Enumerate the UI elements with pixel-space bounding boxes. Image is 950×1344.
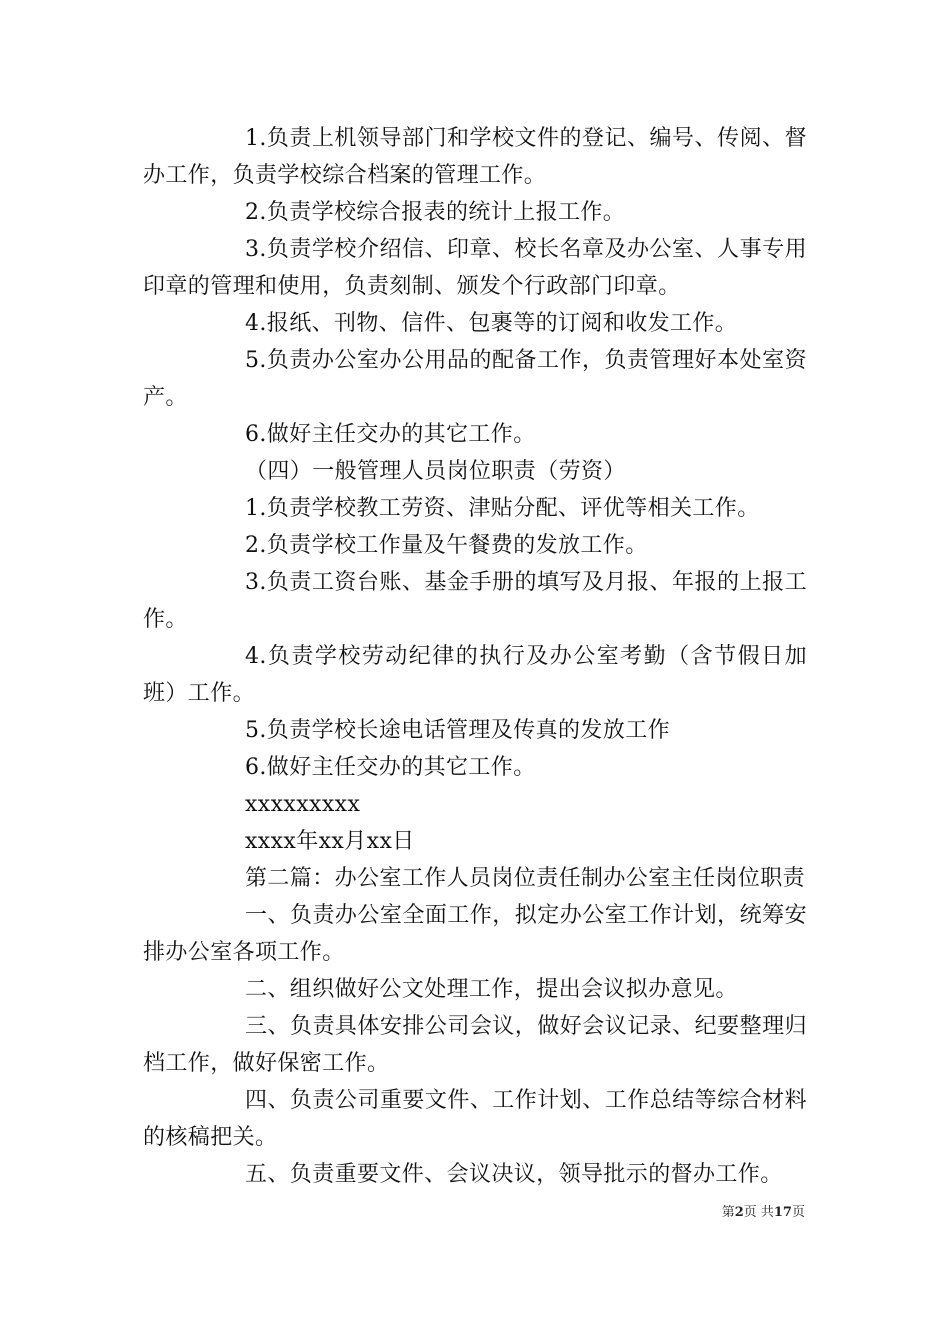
paragraph-5: 5.负责办公室办公用品的配备工作，负责管理好本处室资产。 — [143, 348, 807, 410]
footer-page-number: 2 — [734, 1205, 744, 1220]
footer-prefix: 第 — [721, 1205, 735, 1220]
paragraph-12: 6.做好主任交办的其它工作。 — [245, 755, 536, 780]
footer-middle: 页 共 — [743, 1205, 774, 1220]
duty-item-4: 四、负责公司重要文件、工作计划、工作总结等综合材料的核稿把关。 — [143, 1088, 807, 1150]
duty-item-2: 二、组织做好公文处理工作，提出会议拟办意见。 — [245, 977, 738, 1002]
paragraph-1: 1.负责上机领导部门和学校文件的登记、编号、传阅、督办工作，负责学校综合档案的管理工作。 — [143, 126, 807, 188]
paragraph-8: 2.负责学校工作量及午餐费的发放工作。 — [245, 533, 648, 558]
footer-suffix: 页 — [791, 1205, 805, 1220]
paragraph-3: 3.负责学校介绍信、印章、校长名章及办公室、人事专用印章的管理和使用，负责刻制、颁发个行政部门印章。 — [143, 237, 807, 299]
date-line: xxxx年xx月xx日 — [245, 829, 415, 854]
duty-item-3: 三、负责具体安排公司会议，做好会议记录、纪要整理归档工作，做好保密工作。 — [143, 1014, 807, 1076]
paragraph-11: 5.负责学校长途电话管理及传真的发放工作 — [245, 718, 670, 743]
footer-total-pages: 17 — [773, 1205, 792, 1220]
section-heading-4: （四）一般管理人员岗位职责（劳资） — [245, 459, 626, 484]
duty-item-1: 一、负责办公室全面工作，拟定办公室工作计划，统筹安排办公室各项工作。 — [143, 903, 807, 965]
paragraph-2: 2.负责学校综合报表的统计上报工作。 — [245, 200, 626, 225]
chapter-title: 第二篇：办公室工作人员岗位责任制办公室主任岗位职责 — [245, 866, 806, 891]
paragraph-6: 6.做好主任交办的其它工作。 — [245, 422, 536, 447]
paragraph-9: 3.负责工资台账、基金手册的填写及月报、年报的上报工作。 — [143, 570, 807, 632]
signature-line: xxxxxxxxx — [245, 792, 361, 817]
paragraph-7: 1.负责学校教工劳资、津贴分配、评优等相关工作。 — [245, 496, 760, 521]
paragraph-10: 4.负责学校劳动纪律的执行及办公室考勤（含节假日加班）工作。 — [143, 644, 807, 706]
page-footer — [722, 1201, 805, 1220]
paragraph-4: 4.报纸、刊物、信件、包裹等的订阅和收发工作。 — [245, 311, 738, 336]
document-body — [143, 120, 807, 1193]
duty-item-5: 五、负责重要文件、会议决议，领导批示的督办工作。 — [245, 1162, 783, 1187]
